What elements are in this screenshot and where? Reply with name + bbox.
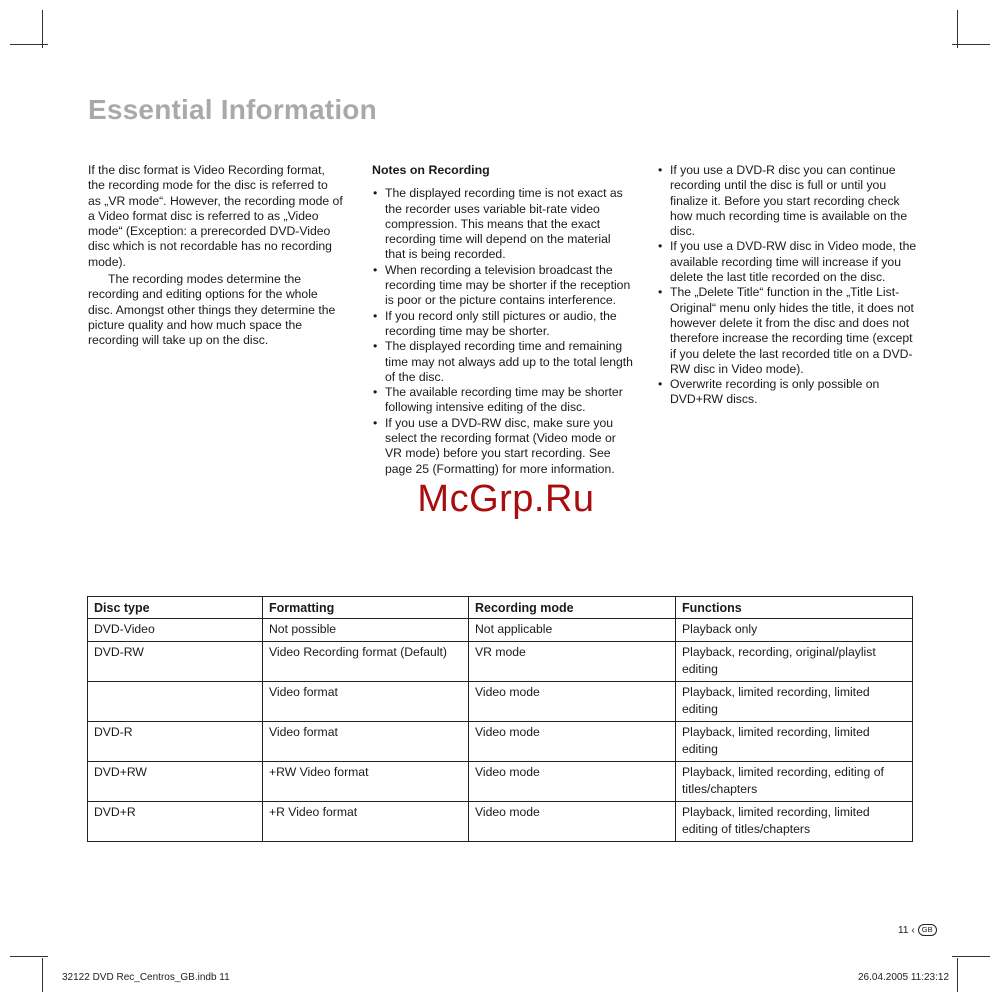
column-header: Recording mode xyxy=(469,597,676,619)
list-item: • When recording a television broadcast the recording time may be shorter if the reception is poor or the picture contains interference. xyxy=(372,263,634,309)
column-header: Formatting xyxy=(263,597,469,619)
page-number-value: 11 xyxy=(898,924,909,936)
table-cell: +RW Video format xyxy=(263,762,469,802)
table-cell: Playback, limited recording, limited editing xyxy=(676,682,913,722)
table-cell: Playback, limited recording, editing of titles/chapters xyxy=(676,762,913,802)
column-header: Disc type xyxy=(88,597,263,619)
table-row xyxy=(88,762,913,802)
table-header-row xyxy=(88,597,913,619)
table-cell: DVD+RW xyxy=(88,762,263,802)
table-cell: Video mode xyxy=(469,802,676,842)
table-cell: Video mode xyxy=(469,682,676,722)
list-item: • If you use a DVD-RW disc, make sure you select the recording format (Video mode or VR mode) before you start recording. See page 25 (Formatting) for more information. xyxy=(372,416,634,477)
table-cell: DVD+R xyxy=(88,802,263,842)
intro-paragraph: If the disc format is Video Recording format, the recording mode for the disc is referred to as „VR mode“. However, the recording mode of a Video format disc is referred to as „Video mode“ (Exception: a prerecorded DVD-Video disc which is not recordable has no recording mode). xyxy=(88,163,343,269)
list-item: • Overwrite recording is only possible on DVD+RW discs. xyxy=(657,377,919,408)
column-header: Functions xyxy=(676,597,913,619)
table-row xyxy=(88,802,913,842)
table-cell: +R Video format xyxy=(263,802,469,842)
table-cell: Playback, limited recording, limited editing of titles/chapters xyxy=(676,802,913,842)
list-item: • The displayed recording time and remaining time may not always add up to the total length of the disc. xyxy=(372,339,634,385)
arrow-left-icon: ‹ xyxy=(911,924,915,936)
table-cell xyxy=(88,682,263,722)
notes-column xyxy=(372,163,634,477)
intro-paragraph: The recording modes determine the recording and editing options for the whole disc. Amongst other things they determine the picture quality and how much space the recording will take up on the disc. xyxy=(88,272,336,348)
table-row xyxy=(88,619,913,642)
list-item: • The available recording time may be shorter following intensive editing of the disc. xyxy=(372,385,634,416)
table-cell: Playback only xyxy=(676,619,913,642)
notes-list xyxy=(657,163,919,408)
notes-column-continued xyxy=(657,163,919,408)
list-item: • The „Delete Title“ function in the „Title List-Original“ menu only hides the title, it does not however delete it from the disc and does not therefore increase the recording time (except if you delete the last recorded title on a DVD-RW disc in Video mode). xyxy=(657,285,919,377)
table-cell: Video format xyxy=(263,682,469,722)
crop-mark xyxy=(957,10,958,48)
crop-mark xyxy=(10,44,48,45)
intro-column xyxy=(88,163,343,349)
table-cell: Not possible xyxy=(263,619,469,642)
notes-heading: Notes on Recording xyxy=(372,163,490,177)
page-title: Essential Information xyxy=(88,94,377,125)
table-cell: Playback, limited recording, limited editing xyxy=(676,722,913,762)
table-row xyxy=(88,722,913,762)
crop-mark xyxy=(42,10,43,48)
table-cell: Video format xyxy=(263,722,469,762)
list-item: • If you use a DVD-RW disc in Video mode, the available recording time will increase if you delete the last title recorded on the disc. xyxy=(657,239,919,285)
watermark: McGrp.Ru xyxy=(417,478,595,520)
page-number xyxy=(898,924,937,936)
table-cell: Video Recording format (Default) xyxy=(263,642,469,682)
crop-mark xyxy=(42,958,43,992)
footer-timestamp: 26.04.2005 11:23:12 xyxy=(858,972,950,983)
table-row xyxy=(88,682,913,722)
footer-file-info: 32122 DVD Rec_Centros_GB.indb 11 xyxy=(62,972,230,983)
list-item: • The displayed recording time is not exact as the recorder uses variable bit-rate video compression. This means that the exact recording time will depend on the material that is being recorded. xyxy=(372,186,634,262)
table-cell: DVD-R xyxy=(88,722,263,762)
table-cell: Video mode xyxy=(469,762,676,802)
table-cell: DVD-Video xyxy=(88,619,263,642)
table-cell: Video mode xyxy=(469,722,676,762)
crop-mark xyxy=(957,958,958,992)
table-cell: DVD-RW xyxy=(88,642,263,682)
table-row xyxy=(88,642,913,682)
list-item: • If you use a DVD-R disc you can continue recording until the disc is full or until you finalize it. Before you start recording check how much recording time is available on the disc. xyxy=(657,163,919,239)
crop-mark xyxy=(10,956,48,957)
table-cell: VR mode xyxy=(469,642,676,682)
table-cell: Not applicable xyxy=(469,619,676,642)
notes-list xyxy=(372,186,634,477)
table-cell: Playback, recording, original/playlist editing xyxy=(676,642,913,682)
crop-mark xyxy=(952,44,990,45)
language-badge: GB xyxy=(918,924,937,936)
crop-mark xyxy=(952,956,990,957)
disc-type-table xyxy=(87,596,913,842)
list-item: • If you record only still pictures or audio, the recording time may be shorter. xyxy=(372,309,634,340)
